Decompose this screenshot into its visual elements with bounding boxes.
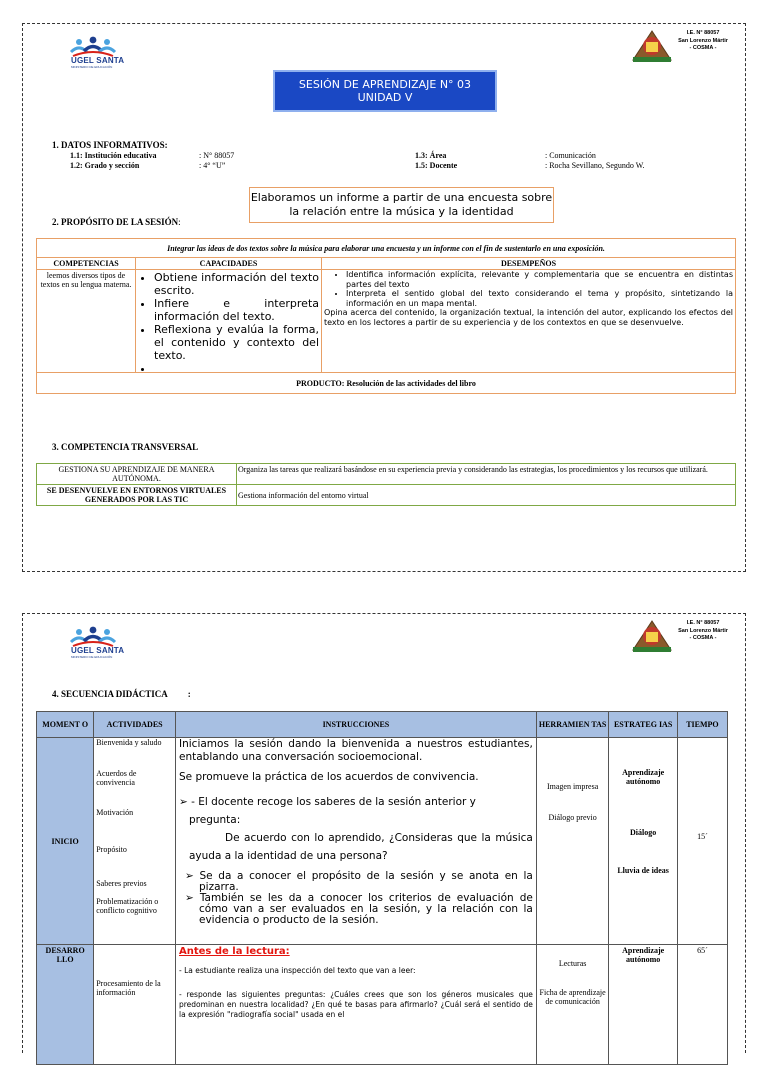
school-crest-icon [631,618,673,654]
col-estrategias: ESTRATEG IAS [609,712,677,738]
capacidades-cell [136,270,322,373]
secuencia-heading-text: 4. SECUENCIA DIDÁCTICA [52,689,168,699]
desarrollo-tiempo: 65´ [677,945,727,1065]
estrategia-item: Aprendizaje autónomo [622,768,665,786]
inicio-estrategias [609,738,677,945]
ugel-name: UGEL SANTA [71,56,125,65]
instr-motivacion-a: - El docente recoge los saberes de la sesión anterior y [191,795,476,808]
desarrollo-estrategias: Aprendizaje autónomo [609,945,677,1065]
desempeno-item: • Interpreta el sentido global del texto considerando el tema y propósito, sintetizando la información en un mapa mental. [346,289,733,308]
page-1 [22,23,746,572]
ugel-logo [67,626,127,660]
page-2 [22,613,746,1053]
moment-inicio: INICIO [37,738,94,945]
col-momento: MOMENT O [37,712,94,738]
school-line-3: - COSMA - [689,45,717,51]
herramienta-item: Lecturas [558,959,587,968]
actividad-item: Propósito [96,845,127,854]
transversal-table [36,463,736,506]
datos-area-label: 1.3: Área [415,151,447,160]
desempenos-cell [322,270,736,373]
inicio-actividades [94,738,176,945]
instr-proposito [179,871,533,893]
school-line-1: I.E. N° 88057 [686,620,720,626]
desarrollo-instrucciones [176,945,537,1065]
school-line-1: I.E. N° 88057 [686,30,720,36]
ugel-logo [67,36,127,70]
school-line-2: San Lorenzo Mártir [678,37,728,44]
instr-pregunta: De acuerdo con lo aprendido, ¿Consideras que la música ayuda a la identidad de una persona? [189,831,533,862]
school-line-2: San Lorenzo Mártir [678,627,728,634]
unit-label: UNIDAD V [357,91,413,104]
actividad-item: Bienvenida y saludo [96,738,162,747]
instr-preguntas: - responde las siguientes preguntas: ¿Cuáles crees que son los géneros musicales que predominan en nuestra localidad? ¿En qué te basas para afirmarlo? ¿Cuál será el sentido de la expresión "radiografía social" usada en el [179,990,533,1019]
transversal-r2-label: SE DESENVUELVE EN ENTORNOS VIRTUALES GENERADOS POR LAS TIC [37,485,237,506]
actividad-item: Problematización o conflicto cognitivo [96,897,159,915]
transversal-r1-text: Organiza las tareas que realizará basándose en su experiencia previa y considerando las estrategias, los procedimientos y los recursos que utilizará. [237,464,736,485]
ugel-tagline: MINISTERIO DE EDUCACIÓN [71,655,113,659]
instr-proposito-text: Se da a conocer el propósito de la sesión y se anota en la pizarra. [199,869,533,893]
transversal-heading: 3. COMPETENCIA TRANSVERSAL [52,442,199,452]
transversal-r2-text: Gestiona información del entorno virtual [237,485,736,506]
proposito-heading-colon: : [178,217,181,227]
instr-criterios-text: También se les da a conocer los criterios de evaluación de cómo van a ser evaluados en la sesión, y la relación con la evidencia o producto de la sesión. [199,891,533,926]
datos-ie-value: : N° 88057 [199,151,235,160]
inicio-instrucciones [176,738,537,945]
session-topic-box: Elaboramos un informe a partir de una encuesta sobre la relación entre la música y la identidad [249,187,554,223]
arrow-icon: ➢ [185,891,200,904]
school-crest-icon [631,28,673,64]
inicio-herramientas [536,738,609,945]
school-info [673,620,733,643]
secuencia-table [36,711,728,1065]
competencia-text: leemos diversos tipos de textos en su lengua materna. [37,270,136,373]
session-title-box [273,70,497,112]
instr-motivacion-b: pregunta: [189,813,241,826]
herramienta-item: Ficha de aprendizaje de comunicación [539,988,606,1006]
desempeno-item: • Identifica información explícita, relevante y complementaria que se encuentra en distintas partes del texto [346,270,733,289]
col-tiempo: TIEMPO [677,712,727,738]
col-competencias: COMPETENCIAS [37,258,136,270]
estrategia-item: Diálogo [630,828,657,837]
actividad-item: Motivación [96,808,134,817]
inicio-tiempo: 15´ [677,738,727,945]
desarrollo-herramientas [536,945,609,1065]
col-instrucciones: INSTRUCCIONES [176,712,537,738]
school-info [673,30,733,53]
capacidad-item: • Reflexiona y evalúa la forma, el contenido y contexto del texto. [154,323,319,362]
antes-lectura-title: Antes de la lectura: [179,946,290,957]
datos-area-value: : Comunicación [545,151,596,160]
instr-inspeccion: - La estudiante realiza una inspección del texto que van a leer: [179,966,416,975]
col-desempenos: DESEMPEÑOS [322,258,736,270]
datos-heading: 1. DATOS INFORMATIVOS: [52,140,168,150]
herramienta-item: Imagen impresa [546,782,599,791]
producto-text: PRODUCTO: Resolución de las actividades del libro [37,373,736,394]
desempeno-extra: Opina acerca del contenido, la organización textual, la intención del autor, explicando los efectos del texto en los lectores a partir de su experiencia y de los contextos en que se desenvuelve. [324,308,733,327]
secuencia-heading [52,689,191,699]
ugel-name: UGEL SANTA [71,646,125,655]
desarrollo-actividad: Procesamiento de la información [94,945,176,1065]
herramienta-item: Diálogo previo [548,813,597,822]
datos-grado-label: 1.2: Grado y sección [70,161,140,170]
instr-bienvenida: Iniciamos la sesión dando la bienvenida a nuestros estudiantes, entablando una conversación socioemocional. [179,738,533,763]
capacidad-item: • Infiere e interpreta información del texto. [154,297,319,323]
purpose-text: Integrar las ideas de dos textos sobre la música para elaborar una encuesta y un informe con el fin de sustentarlo en una exposición. [37,239,736,258]
col-actividades: ACTIVIDADES [94,712,176,738]
col-capacidades: CAPACIDADES [136,258,322,270]
datos-docente-value: : Rocha Sevillano, Segundo W. [545,161,645,170]
col-herramientas: HERRAMIEN TAS [536,712,609,738]
session-number: SESIÓN DE APRENDIZAJE N° 03 [298,78,472,91]
actividad-item: Saberes previos [96,879,147,888]
secuencia-heading-colon: : [187,689,191,699]
instr-acuerdos: Se promueve la práctica de los acuerdos de convivencia. [179,771,479,783]
instr-motivacion [179,793,533,865]
arrow-icon: ➢ [185,869,200,882]
proposito-table [36,238,736,394]
moment-desarrollo: DESARRO LLO [37,945,94,1065]
school-line-3: - COSMA - [689,635,717,641]
datos-ie-label: 1.1: Institución educativa [70,151,157,160]
datos-grado-value: : 4° “U” [199,161,226,170]
capacidad-item [154,362,319,372]
proposito-heading [52,217,181,227]
instr-criterios [179,893,533,926]
estrategia-item: Lluvia de ideas [617,866,669,875]
actividad-item: Acuerdos de convivencia [96,769,137,787]
arrow-icon: ➢ [179,795,192,808]
ugel-tagline: MINISTERIO DE EDUCACIÓN [71,65,113,69]
datos-docente-label: 1.5: Docente [415,161,458,170]
proposito-heading-text: 2. PROPÓSITO DE LA SESIÓN [52,217,179,227]
capacidad-item: • Obtiene información del texto escrito. [154,271,319,297]
transversal-r1-label: GESTIONA SU APRENDIZAJE DE MANERA AUTÓNOMA. [37,464,237,485]
